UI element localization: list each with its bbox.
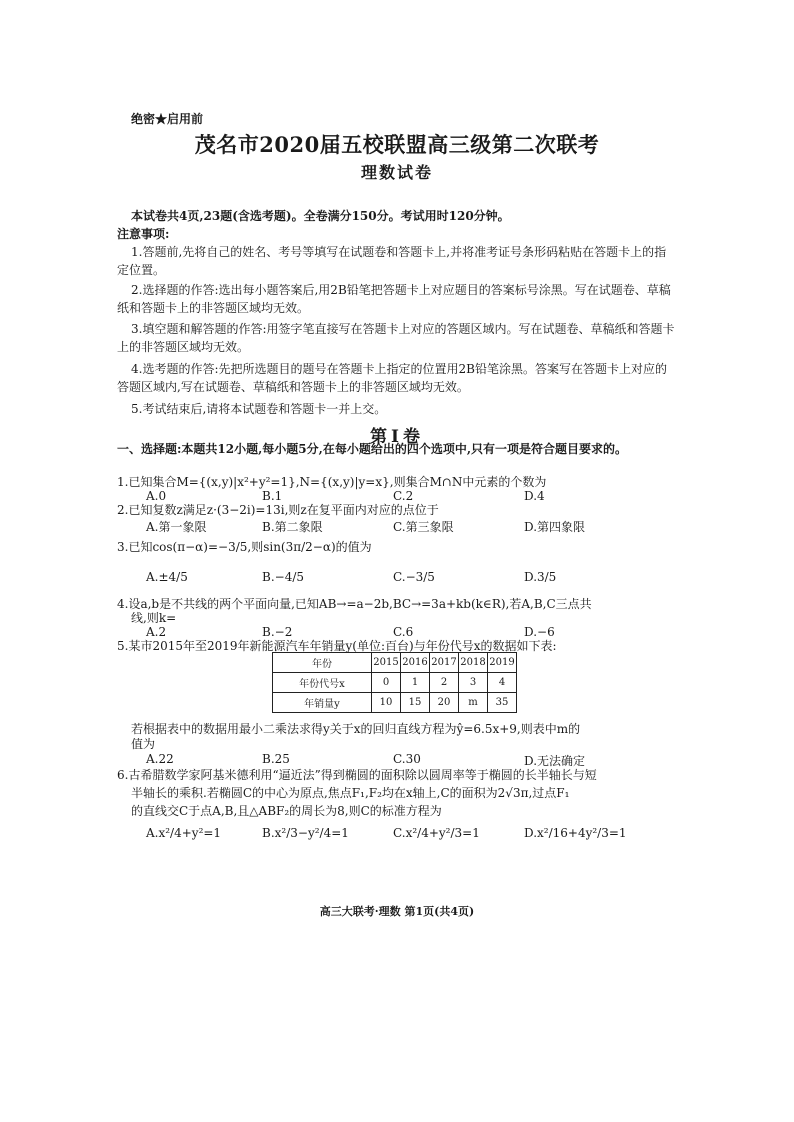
q3-option-a: A.±4/5 <box>146 570 188 584</box>
table-cell: 3 <box>459 673 488 693</box>
q3-option-b: B.−4/5 <box>262 570 304 584</box>
question-4-line2: 线,则k= <box>131 611 177 625</box>
question-5-after1: 若根据表中的数据用最小二乘法求得y关于x的回归直线方程为ŷ=6.5x+9,则表中m的 <box>131 722 581 736</box>
q1-option-d: D.4 <box>524 489 545 503</box>
table-cell: 2016 <box>401 653 430 673</box>
notice-item: 1.答题前,先将自己的姓名、考号等填写在试题卷和答题卡上,并将准考证号条形码粘贴在答题卡上的指定位置。 <box>117 245 667 277</box>
q3-option-d: D.3/5 <box>524 570 557 584</box>
exam-subtitle: 理数试卷 <box>360 163 433 182</box>
q2-option-c: C.第三象限 <box>393 520 454 534</box>
table-cell: 20 <box>430 693 459 713</box>
question-3-stem: 3.已知cos(π−α)=−3/5,则sin(3π/2−α)的值为 <box>117 540 372 554</box>
q4-option-a: A.2 <box>146 625 167 639</box>
q1-option-a: A.0 <box>146 489 167 503</box>
q2-option-d: D.第四象限 <box>524 520 586 534</box>
table-cell: 1 <box>401 673 430 693</box>
notice-item: 4.选考题的作答:先把所选题目的题号在答题卡上指定的位置用2B铅笔涂黑。答案写在答题卡上对应的答题区域内,写在试题卷、草稿纸和答题卡上的非答题区域均无效。 <box>117 362 667 394</box>
question-1-stem: 1.已知集合M={(x,y)|x²+y²=1},N={(x,y)|y=x},则集合M∩N中元素的个数为 <box>117 475 547 489</box>
exam-info: 本试卷共4页,23题(含选考题)。全卷满分150分。考试用时120分钟。 <box>131 209 510 223</box>
secret-label: 绝密★启用前 <box>131 112 204 126</box>
q5-option-c: C.30 <box>393 752 421 766</box>
notice-heading: 注意事项: <box>117 227 170 241</box>
table-cell: 年销量y <box>273 693 372 713</box>
table-cell: m <box>459 693 488 713</box>
q6-option-b: B.x²/3−y²/4=1 <box>262 826 349 840</box>
table-cell: 2015 <box>372 653 401 673</box>
question-5-after2: 值为 <box>131 737 156 751</box>
q5-option-a: A.22 <box>146 752 174 766</box>
table-row <box>273 653 517 673</box>
q2-option-a: A.第一象限 <box>146 520 207 534</box>
question-5-stem: 5.某市2015年至2019年新能源汽车年销量y(单位:百台)与年份代号x的数据如下表: <box>117 639 557 653</box>
notice-item: 5.考试结束后,请将本试题卷和答题卡一并上交。 <box>131 402 387 416</box>
table-cell: 10 <box>372 693 401 713</box>
q6-option-a: A.x²/4+y²=1 <box>146 826 222 840</box>
table-cell: 2018 <box>459 653 488 673</box>
table-cell: 年份代号x <box>273 673 372 693</box>
q4-option-d: D.−6 <box>524 625 555 639</box>
part-heading: 第Ⅰ卷 <box>370 427 424 447</box>
q5-option-d: D.无法确定 <box>524 754 586 768</box>
exam-title: 茂名市2020届五校联盟高三级第二次联考 <box>194 132 600 157</box>
notice-item: 2.选择题的作答:选出每小题答案后,用2B铅笔把答题卡上对应题目的答案标号涂黑。写在试题卷、草稿纸和答题卡上的非答题区域均无效。 <box>117 283 671 315</box>
q3-option-c: C.−3/5 <box>393 570 435 584</box>
table-cell: 2019 <box>488 653 517 673</box>
q1-option-b: B.1 <box>262 489 283 503</box>
question-2-stem: 2.已知复数z满足z·(3−2i)=13i,则z在复平面内对应的点位于 <box>117 503 439 517</box>
q5-option-b: B.25 <box>262 752 290 766</box>
q4-option-c: C.6 <box>393 625 414 639</box>
question-6-line2: 半轴长的乘积.若椭圆C的中心为原点,焦点F₁,F₂均在x轴上,C的面积为2√3π,过点F₁ <box>131 786 570 800</box>
sales-table <box>272 652 517 713</box>
q6-option-d: D.x²/16+4y²/3=1 <box>524 826 627 840</box>
q6-option-c: C.x²/4+y²/3=1 <box>393 826 480 840</box>
table-cell: 年份 <box>273 653 372 673</box>
table-cell: 35 <box>488 693 517 713</box>
table-cell: 2 <box>430 673 459 693</box>
table-cell: 2017 <box>430 653 459 673</box>
notice-item: 3.填空题和解答题的作答:用签字笔直接写在答题卡上对应的答题区域内。写在试题卷、草稿纸和答题卡上的非答题区域均无效。 <box>117 322 675 354</box>
q1-option-c: C.2 <box>393 489 414 503</box>
table-cell: 15 <box>401 693 430 713</box>
q2-option-b: B.第二象限 <box>262 520 323 534</box>
section-heading: 一、选择题:本题共12小题,每小题5分,在每小题给出的四个选项中,只有一项是符合题目要求的。 <box>117 442 628 456</box>
table-row <box>273 673 517 693</box>
table-cell: 0 <box>372 673 401 693</box>
question-6-line1: 6.古希腊数学家阿基米德利用“逼近法”得到椭圆的面积除以圆周率等于椭圆的长半轴长与短 <box>117 768 597 782</box>
table-row <box>273 693 517 713</box>
page-footer: 高三大联考·理数 第1页(共4页) <box>319 905 475 918</box>
question-4-line1: 4.设a,b是不共线的两个平面向量,已知AB→=a−2b,BC→=3a+kb(k∈R),若A,B,C三点共 <box>117 597 592 611</box>
q4-option-b: B.−2 <box>262 625 293 639</box>
question-6-line3: 的直线交C于点A,B,且△ABF₂的周长为8,则C的标准方程为 <box>131 804 442 818</box>
table-cell: 4 <box>488 673 517 693</box>
